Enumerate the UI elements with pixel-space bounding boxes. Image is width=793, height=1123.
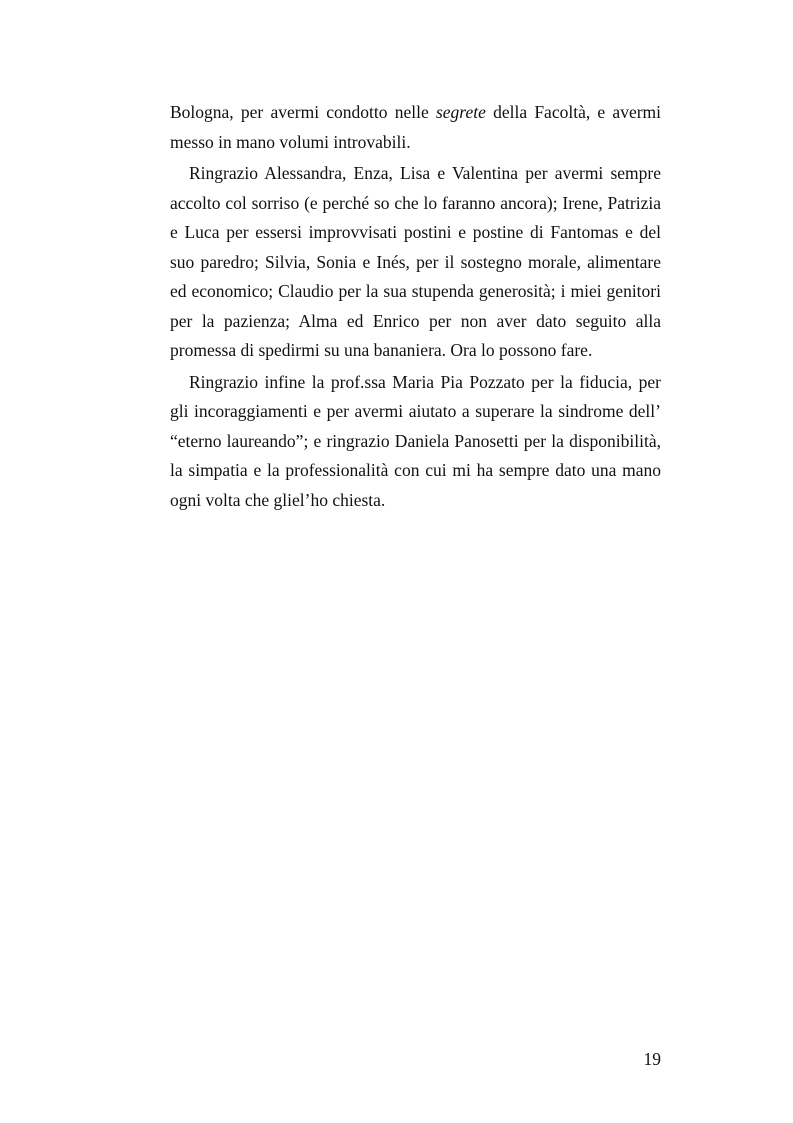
body-text [170, 98, 661, 515]
emphasized-word: segrete [435, 102, 486, 122]
page-number: 19 [643, 1049, 661, 1069]
paragraph-3: Ringrazio infine la prof.ssa Maria Pia Pozzato per la fiducia, per gli incoraggiamenti e per avermi aiutato a superare la sindrome dell’ “eterno laureando”; e ringrazio Daniela Panosetti per la disponibilità, la simpatia e la professionalità con cui mi ha sempre dato una mano ogni volta che gliel’ho chiesta. [170, 371, 661, 510]
paragraph-1-start: Bologna, per avermi condotto nelle [170, 102, 436, 122]
paragraph-1-end: della Facoltà, e avermi messo in mano volumi introvabili. [170, 102, 662, 152]
paragraph-1 [170, 98, 661, 157]
paragraph-2: Ringrazio Alessandra, Enza, Lisa e Valentina per avermi sempre accolto col sorriso (e perché so che lo faranno ancora); Irene, Patrizia e Luca per essersi improvvisati postini e postine di Fantomas e del suo paredro; Silvia, Sonia e Inés, per il sostegno morale, alimentare ed economico; Claudio per la sua stupenda generosità; i miei genitori per la pazienza; Alma ed Enrico per non aver dato seguito alla promessa di spedirmi su una bananiera. Ora lo possono fare. [170, 163, 661, 360]
